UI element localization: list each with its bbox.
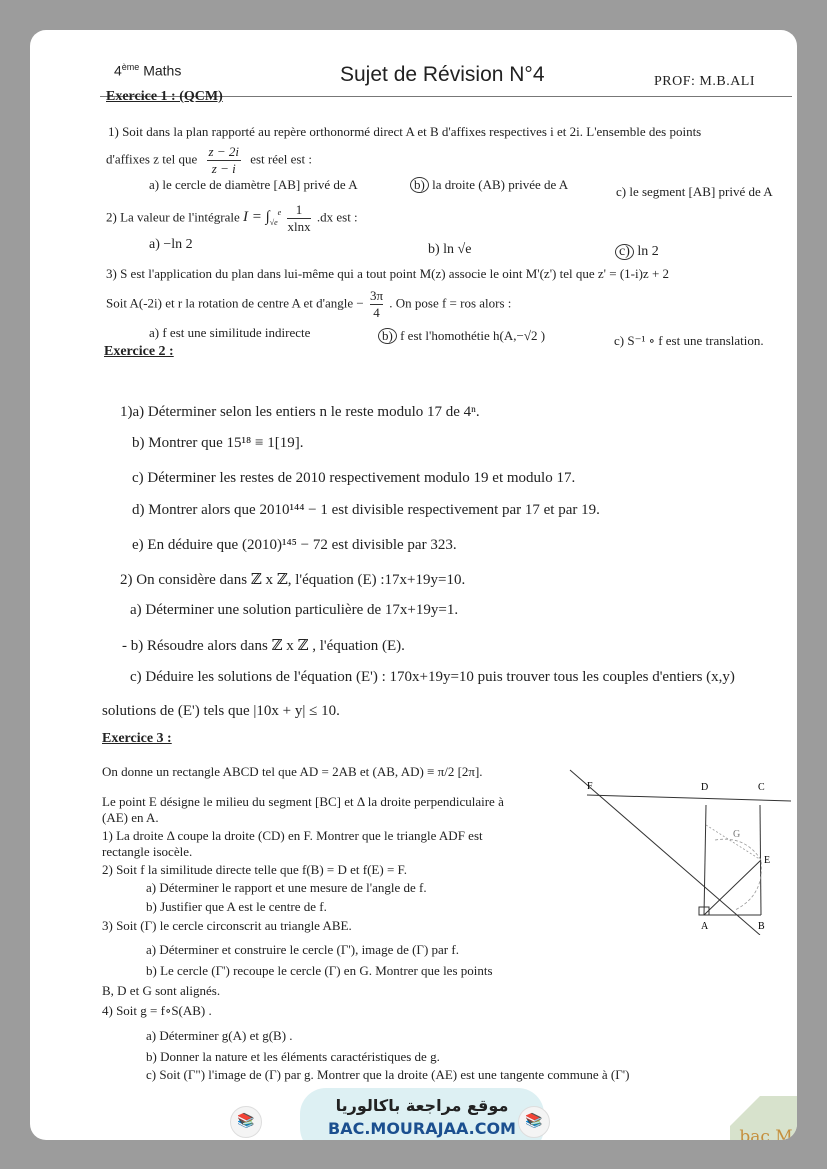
ex3-q3b-line2: B, D et G sont alignés. <box>102 983 221 998</box>
point-D-label: D <box>701 782 709 793</box>
ex3-q2: 2) Soit f la similitude directe telle que f(B) = D et f(E) = F. <box>102 862 407 877</box>
ex3-text-2: (AE) en A. <box>102 810 159 825</box>
point-C-label: C <box>758 782 765 793</box>
ex3-text-1: Le point E désigne le milieu du segment [BC] et Δ la droite perpendiculaire à <box>102 794 504 809</box>
bacmath-logo <box>730 1096 821 1147</box>
ex1-q1-choice-b: b) la droite (AB) privée de A <box>410 177 568 193</box>
point-B-label: B <box>758 921 765 932</box>
circle-arc <box>715 839 761 910</box>
ex2-1d: d) Montrer alors que 2010¹⁴⁴ − 1 est divisible respectivement par 17 et par 19. <box>132 502 600 518</box>
page-title: Sujet de Révision N°4 <box>340 63 545 86</box>
ex3-q2b: b) Justifier que A est le centre de f. <box>146 899 327 914</box>
svg-text:bac Math: bac Math <box>739 1127 821 1147</box>
ex3-q4b: b) Donner la nature et les éléments caractéristiques de g. <box>146 1049 440 1064</box>
exercise-2-title: Exercice 2 : <box>104 344 174 359</box>
class-label: 4ème Maths <box>114 62 182 79</box>
line-DC <box>587 795 791 801</box>
ex3-q4a: a) Déterminer g(A) et g(B) . <box>146 1028 293 1043</box>
site-url[interactable]: BAC.MOURAJAA.COM <box>328 1119 516 1138</box>
ex1-q1-line2: d'affixes z tel que $\frac{z - 2i}{z - i}$ est réel est : <box>106 144 312 176</box>
site-name-arabic: موقع مراجعة باكالوريا <box>335 1096 509 1115</box>
ex2-1c: c) Déterminer les restes de 2010 respectivement modulo 19 et modulo 17. <box>132 470 576 486</box>
site-logo-right: 📚 <box>518 1106 550 1138</box>
ex1-q1-line1: 1) Soit dans la plan rapporté au repère orthonormé direct A et B d'affixes respectives i et 2i. L'ensemble des points <box>108 124 702 139</box>
ex1-q3-choice-c: c) S⁻¹ ∘ f est une translation. <box>614 333 764 348</box>
ex3-q3a: a) Déterminer et construire le cercle (Γ'), image de (Γ) par f. <box>146 942 459 957</box>
ex3-q1-line2: rectangle isocèle. <box>102 844 193 859</box>
ex2-2b: - b) Résoudre alors dans ℤ x ℤ , l'équation (E). <box>122 638 405 654</box>
point-E-label: E <box>764 855 771 866</box>
point-G-label: G <box>733 829 741 840</box>
site-watermark[interactable] <box>300 1088 544 1140</box>
line-delta <box>570 770 760 935</box>
ex1-q2-choice-c: c) ln 2 <box>615 244 659 260</box>
segment-AD <box>704 805 706 915</box>
exercise-3-title: Exercice 3 : <box>102 731 172 746</box>
ex1-q3-line2: Soit A(-2i) et r la rotation de centre A et d'angle − $\frac{3\pi}{4}$ . On pose f = ros alors : <box>106 288 512 320</box>
ex3-q2a: a) Déterminer le rapport et une mesure de l'angle de f. <box>146 880 427 895</box>
ex3-q3b-line1: b) Le cercle (Γ') recoupe le cercle (Γ) en G. Montrer que les points <box>146 963 493 978</box>
ex1-q2-choice-b: b) ln √e <box>428 242 472 257</box>
ex1-q1-choice-a: a) le cercle de diamètre [AB] privé de A <box>149 177 358 192</box>
segment-AE <box>704 860 761 915</box>
teacher-name: PROF: M.B.ALI <box>654 74 756 89</box>
exercise-1-title: Exercice 1 : (QCM) <box>106 89 223 104</box>
ex3-q4c: c) Soit (Γ") l'image de (Γ) par g. Montrer que la droite (AE) est une tangente commune à (Γ') <box>146 1067 630 1082</box>
geometry-figure <box>565 765 795 935</box>
ex2-1b: b) Montrer que 15¹⁸ ≡ 1[19]. <box>132 435 304 451</box>
ex3-q3: 3) Soit (Γ) le cercle circonscrit au triangle ABE. <box>102 918 352 933</box>
ex2-2c-line2: solutions de (E') tels que |10x + y| ≤ 10. <box>102 703 340 719</box>
ex2-2a: a) Déterminer une solution particulière de 17x+19y=1. <box>130 602 459 618</box>
ex2-1e: e) En déduire que (2010)¹⁴⁵ − 72 est divisible par 323. <box>132 537 457 553</box>
ex1-q2-choice-a: a) −ln 2 <box>149 237 193 252</box>
ex3-intro: On donne un rectangle ABCD tel que AD = 2AB et (AB, AD) ≡ π/2 [2π]. <box>102 764 483 779</box>
ex3-q1-line1: 1) La droite Δ coupe la droite (CD) en F. Montrer que le triangle ADF est <box>102 828 483 843</box>
ex2-1a: 1)a) Déterminer selon les entiers n le reste modulo 17 de 4ⁿ. <box>120 404 480 420</box>
site-logo-left: 📚 <box>230 1106 262 1138</box>
point-F-label: F <box>587 781 593 792</box>
point-A-label: A <box>701 921 709 932</box>
document-page <box>30 30 821 1147</box>
ex2-2c-line1: c) Déduire les solutions de l'équation (E') : 170x+19y=10 puis trouver tous les couples d'entiers (x,y) <box>130 669 735 685</box>
ex1-q1-choice-c: c) le segment [AB] privé de A <box>616 184 773 199</box>
ex1-q3-line1: 3) S est l'application du plan dans lui-même qui a tout point M(z) associe le oint M'(z') tel que z' = (1-i)z + 2 <box>106 266 670 281</box>
ex1-q2-line: 2) La valeur de l'intégrale $I = \int_{√e}^e$ $\frac{1}{xlnx}$ .dx est : <box>106 202 358 234</box>
ex2-2: 2) On considère dans ℤ x ℤ, l'équation (E) :17x+19y=10. <box>120 572 466 588</box>
ex1-q3-choice-b: b) f est l'homothétie h(A,−√2 ) <box>378 328 545 344</box>
ex1-q3-choice-a: a) f est une similitude indirecte <box>149 325 311 340</box>
ex3-q4: 4) Soit g = f∘S(AB) . <box>102 1003 212 1018</box>
